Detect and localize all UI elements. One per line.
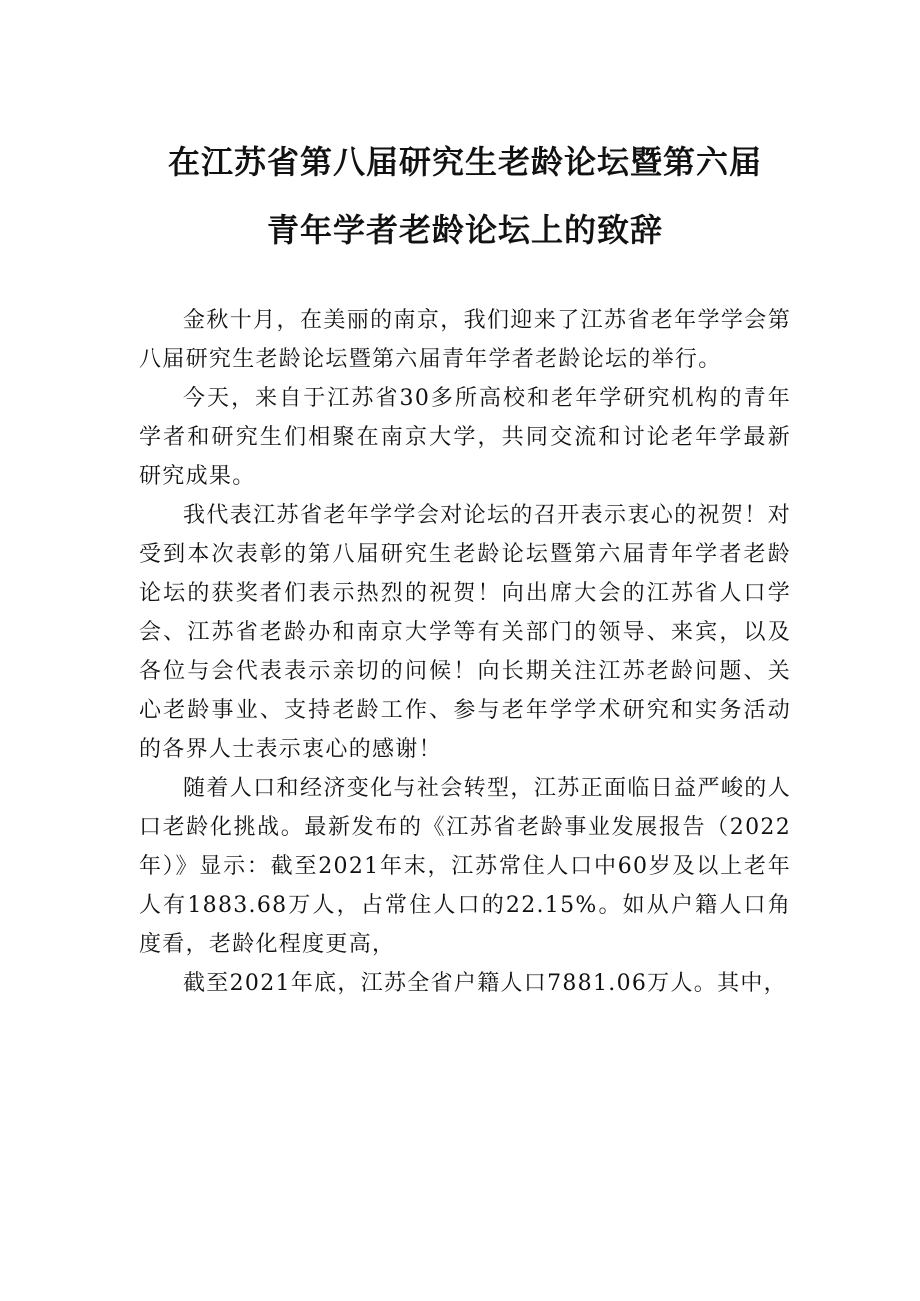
paragraph-household-population: 截至2021年底，江苏全省户籍人口7881.06万人。其中， — [183, 971, 787, 996]
paragraph-participants: 今天，来自于江苏省30多所高校和老年学研究机构的青年学者和研究生们相聚在南京大学，共同交流和讨论老年学最新研究成果。 — [139, 386, 791, 489]
paragraph-opening: 金秋十月，在美丽的南京，我们迎来了江苏省老年学学会第八届研究生老龄论坛暨第六届青年学者老龄论坛的举行。 — [139, 308, 791, 372]
document-title-line-1: 在江苏省第八届研究生老龄论坛暨第六届 — [167, 143, 762, 181]
document-title-line-2: 青年学者老龄论坛上的致辞 — [266, 211, 663, 249]
paragraph-aging-challenge: 随着人口和经济变化与社会转型，江苏正面临日益严峻的人口老龄化挑战。最新发布的《江苏省老龄事业发展报告（2022年）》显示：截至2021年末，江苏常住人口中60岁及以上老年人有1883.68万人，占常住人口的22.15%。如从户籍人口角度看，老龄化程度更高， — [139, 776, 791, 957]
document-body — [139, 301, 791, 1003]
paragraph-congratulations: 我代表江苏省老年学学会对论坛的召开表示衷心的祝贺！对受到本次表彰的第八届研究生老龄论坛暨第六届青年学者老龄论坛的获奖者们表示热烈的祝贺！向出席大会的江苏省人口学会、江苏省老龄办和南京大学等有关部门的领导、来宾，以及各位与会代表表示亲切的问候！向长期关注江苏老龄问题、关心老龄事业、支持老龄工作、参与老年学学术研究和实务活动的各界人士表示衷心的感谢！ — [139, 503, 791, 762]
